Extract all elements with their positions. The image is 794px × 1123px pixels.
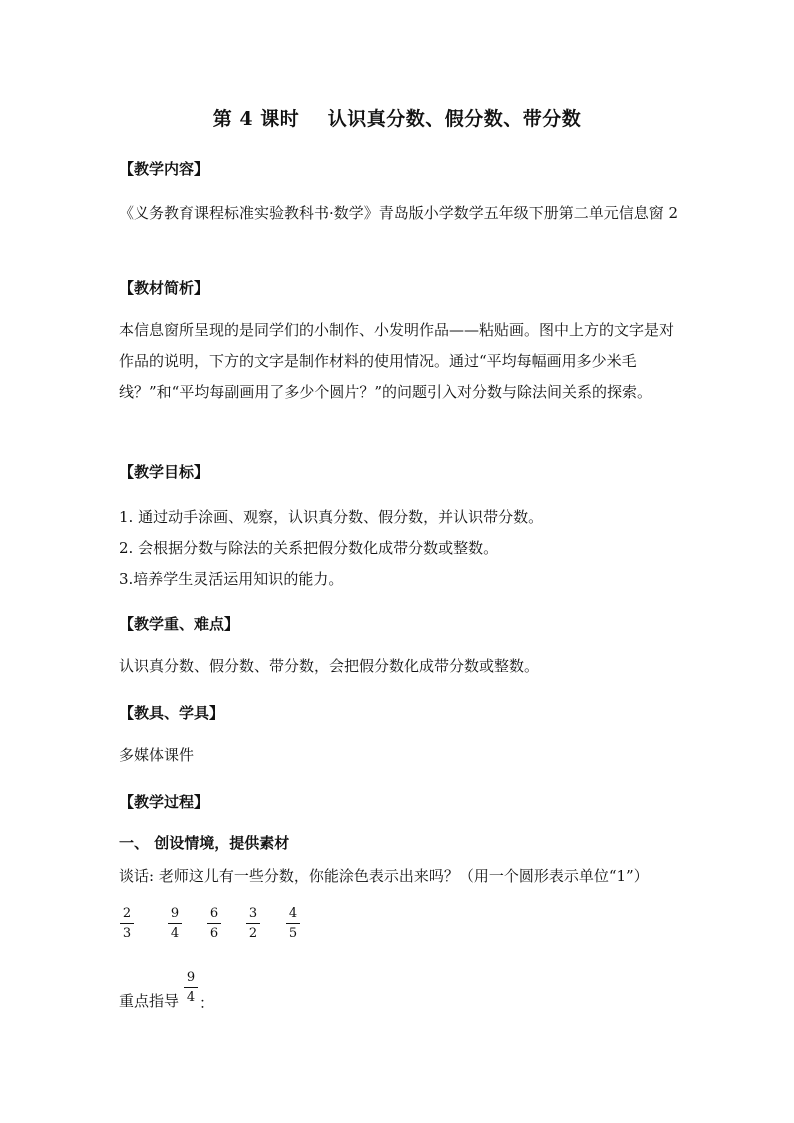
fraction-bar — [207, 923, 221, 924]
textbook-analysis-text: 本信息窗所呈现的是同学们的小制作、小发明作品——粘贴画。图中上方的文字是对作品的说明，下方的文字是制作材料的使用情况。通过“平均每幅画用多少米毛线？”和“平均每副画用了多少个圆片？”的问题引入对分数与除法间关系的探索。 — [119, 321, 675, 401]
fraction-denominator: 5 — [288, 926, 298, 941]
teacher-talk-text: 谈话: 老师这儿有一些分数，你能涂色表示出来吗？（用一个圆形表示单位“1”） — [119, 867, 649, 885]
heading-teaching-tools: 【教具、学具】 — [119, 704, 225, 722]
heading-teaching-content: 【教学内容】 — [119, 160, 210, 178]
process-step-1: 一、 创设情境，提供素材 — [119, 834, 290, 852]
guidance-fraction-nine-fourths — [183, 970, 199, 1005]
fraction-numerator: 4 — [288, 906, 298, 921]
fraction-numerator: 9 — [170, 906, 180, 921]
goal-item-3: 3.培养学生灵活运用知识的能力。 — [119, 570, 344, 588]
fraction-numerator: 9 — [186, 970, 196, 985]
fraction-six-sixths — [206, 906, 222, 941]
goal-item-1: 1. 通过动手涂画、观察，认识真分数、假分数，并认识带分数。 — [119, 508, 544, 526]
fraction-denominator: 2 — [248, 926, 258, 941]
key-guidance-colon: ： — [199, 994, 215, 1012]
fraction-bar — [184, 987, 198, 988]
key-guidance-label: 重点指导 — [119, 992, 180, 1010]
heading-teaching-process: 【教学过程】 — [119, 793, 210, 811]
fraction-numerator: 3 — [248, 906, 258, 921]
goal-item-2: 2. 会根据分数与除法的关系把假分数化成带分数或整数。 — [119, 539, 499, 557]
fraction-denominator: 3 — [122, 926, 132, 941]
fraction-numerator: 6 — [209, 906, 219, 921]
lesson-title: 第 4 课时 认识真分数、假分数、带分数 — [212, 108, 582, 130]
fraction-bar — [246, 923, 260, 924]
heading-teaching-goals: 【教学目标】 — [119, 463, 210, 481]
teaching-content-text: 《义务教育课程标准实验教科书·数学》青岛版小学数学五年级下册第二单元信息窗 2 — [119, 204, 679, 222]
fraction-three-halves — [245, 906, 261, 941]
fraction-bar — [286, 923, 300, 924]
fraction-bar — [168, 923, 182, 924]
fraction-denominator: 4 — [186, 990, 196, 1005]
key-points-text: 认识真分数、假分数、带分数，会把假分数化成带分数或整数。 — [119, 657, 540, 675]
fraction-nine-fourths — [167, 906, 183, 941]
teaching-tools-text: 多媒体课件 — [119, 746, 195, 764]
fraction-numerator: 2 — [122, 906, 132, 921]
fraction-four-fifths — [285, 906, 301, 941]
fraction-denominator: 4 — [170, 926, 180, 941]
fraction-denominator: 6 — [209, 926, 219, 941]
fraction-bar — [120, 923, 134, 924]
heading-key-points: 【教学重、难点】 — [119, 615, 240, 633]
fraction-two-thirds — [119, 906, 135, 941]
heading-textbook-analysis: 【教材简析】 — [119, 279, 210, 297]
